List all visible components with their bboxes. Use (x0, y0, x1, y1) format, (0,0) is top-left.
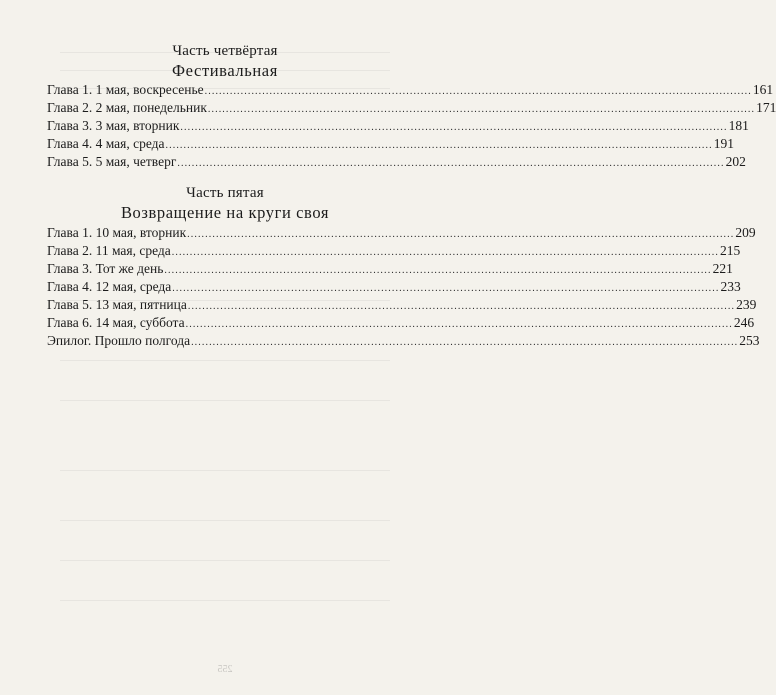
toc-entry-page: 181 (728, 118, 749, 133)
toc-entry-page: 253 (739, 333, 760, 348)
toc-entry-page: 239 (736, 297, 757, 312)
part4-subtitle: Фестивальная (172, 61, 278, 80)
toc-entry-label: Глава 4. 4 мая, среда (47, 136, 165, 151)
toc-entry[interactable] (47, 260, 733, 278)
dot-leader: ........................................................................................................................................................ (207, 104, 756, 115)
toc-entry-label: Глава 5. 5 мая, четверг (47, 154, 177, 169)
part5-heading (0, 184, 450, 223)
toc-entry-label: Глава 3. 3 мая, вторник (47, 118, 180, 133)
toc-entry-label: Глава 1. 1 мая, воскресенье (47, 82, 204, 97)
toc-entry-label: Глава 6. 14 мая, суббота (47, 315, 185, 330)
toc-entry[interactable] (47, 314, 755, 332)
toc-entry-page: 191 (713, 136, 734, 151)
dot-leader: ........................................................................................................................................................ (185, 319, 733, 330)
dot-leader: ........................................................................................................................................................ (180, 122, 728, 133)
part4-title: Часть четвёртая (172, 43, 278, 59)
dot-leader: ........................................................................................................................................................ (187, 301, 736, 312)
toc-entry-label: Глава 4. 12 мая, среда (47, 279, 172, 294)
toc-entry[interactable] (47, 99, 776, 117)
toc-entry-label: Глава 2. 2 мая, понедельник (47, 100, 207, 115)
toc-entry[interactable] (47, 81, 774, 99)
toc-entry[interactable] (47, 224, 756, 242)
dot-leader: ........................................................................................................................................................ (204, 86, 752, 97)
dot-leader: ........................................................................................................................................................ (164, 265, 712, 276)
toc-entry-page: 161 (752, 82, 774, 97)
toc-entry-page: 171 (756, 100, 776, 115)
dot-leader: ........................................................................................................................................................ (177, 158, 725, 169)
toc-entry-label: Эпилог. Прошло полгода (47, 333, 191, 348)
dot-leader: ........................................................................................................................................................ (172, 283, 720, 294)
toc-entry-page: 233 (720, 279, 741, 294)
toc-entry-page: 202 (725, 154, 746, 169)
toc-entry-page: 221 (712, 261, 733, 276)
dot-leader: ........................................................................................................................................................ (187, 229, 735, 240)
toc-entry[interactable] (47, 153, 746, 171)
toc-entry-label: Глава 5. 13 мая, пятница (47, 297, 187, 312)
part4-heading (0, 42, 450, 81)
part5-toc-list (47, 224, 760, 350)
toc-entry-label: Глава 1. 10 мая, вторник (47, 225, 187, 240)
page-number: 255 (217, 664, 233, 675)
toc-entry-label: Глава 3. Тот же день (47, 261, 164, 276)
toc-entry[interactable] (47, 278, 741, 296)
part5-title: Часть пятая (186, 185, 264, 201)
toc-entry[interactable] (47, 332, 760, 350)
toc-entry[interactable] (47, 296, 757, 314)
toc-entry[interactable] (47, 135, 734, 153)
toc-entry-label: Глава 2. 11 мая, среда (47, 243, 171, 258)
part5-subtitle: Возвращение на круги своя (120, 203, 330, 222)
toc-entry[interactable] (47, 117, 749, 135)
toc-entry-page: 209 (735, 225, 756, 240)
dot-leader: ........................................................................................................................................................ (171, 247, 719, 258)
dot-leader: ........................................................................................................................................................ (191, 337, 739, 348)
dot-leader: ........................................................................................................................................................ (165, 140, 713, 151)
part4-toc-list (47, 81, 776, 171)
toc-entry[interactable] (47, 242, 741, 260)
toc-entry-page: 246 (733, 315, 755, 330)
toc-entry-page: 215 (719, 243, 741, 258)
